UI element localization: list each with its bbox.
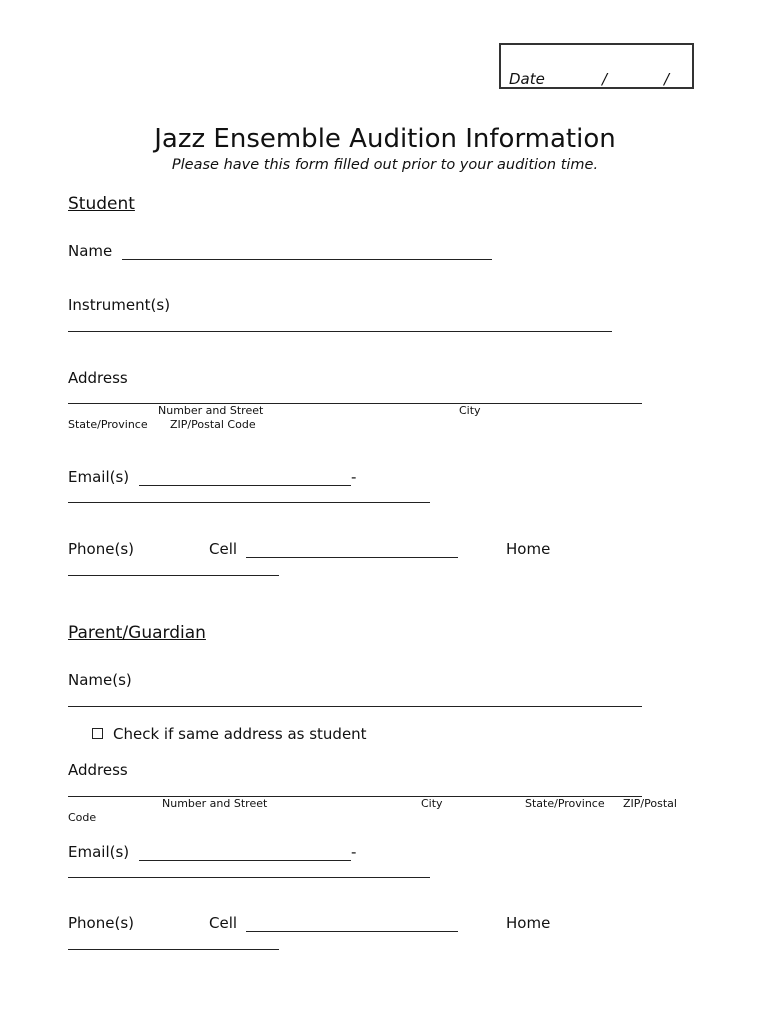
student-instrument-label: Instrument(s) [68,296,171,314]
same-address-checkbox[interactable] [92,728,103,739]
parent-names-field[interactable] [68,706,642,707]
parent-home-label: Home [506,914,551,932]
parent-email-field-2[interactable] [68,877,430,878]
student-cell-label: Cell [209,540,238,558]
parent-addr-zip-caption: ZIP/Postal [623,797,677,810]
page-subtitle: Please have this form filled out prior to your audition time. [171,157,599,173]
student-name-field[interactable] [122,259,492,260]
date-separator-2: / [664,70,670,88]
parent-addr-city-caption: City [421,797,443,810]
student-addr-state-caption: State/Province [68,418,148,431]
date-field[interactable] [499,43,694,89]
parent-addr-state-caption: State/Province [525,797,605,810]
parent-cell-label: Cell [209,914,238,932]
parent-email-field-1[interactable] [139,860,351,861]
parent-address-label: Address [68,761,128,779]
parent-names-label: Name(s) [68,671,132,689]
student-email-field-2[interactable] [68,502,430,503]
student-home-field[interactable] [68,575,279,576]
student-address-label: Address [68,369,128,387]
student-email-label: Email(s) [68,468,130,486]
student-phone-label: Phone(s) [68,540,134,558]
date-label: Date [509,70,545,88]
parent-heading: Parent/Guardian [68,623,206,643]
parent-addr-code-caption: Code [68,811,97,824]
student-addr-number-street-caption: Number and Street [158,404,264,417]
parent-email-dash: - [351,843,357,861]
student-heading: Student [68,194,135,214]
student-addr-zip-caption: ZIP/Postal Code [170,418,256,431]
student-cell-field[interactable] [246,557,458,558]
student-email-dash: - [351,468,357,486]
page-title: Jazz Ensemble Audition Information [154,124,616,154]
parent-home-field[interactable] [68,949,279,950]
student-home-label: Home [506,540,551,558]
parent-cell-field[interactable] [246,931,458,932]
date-separator-1: / [602,70,608,88]
parent-email-label: Email(s) [68,843,130,861]
student-instrument-field[interactable] [68,331,612,332]
student-addr-city-caption: City [459,404,481,417]
parent-phone-label: Phone(s) [68,914,134,932]
same-address-label: Check if same address as student [113,725,367,743]
student-name-label: Name [68,242,113,260]
student-address-field[interactable] [68,403,642,404]
student-email-field-1[interactable] [139,485,351,486]
parent-addr-number-street-caption: Number and Street [162,797,268,810]
